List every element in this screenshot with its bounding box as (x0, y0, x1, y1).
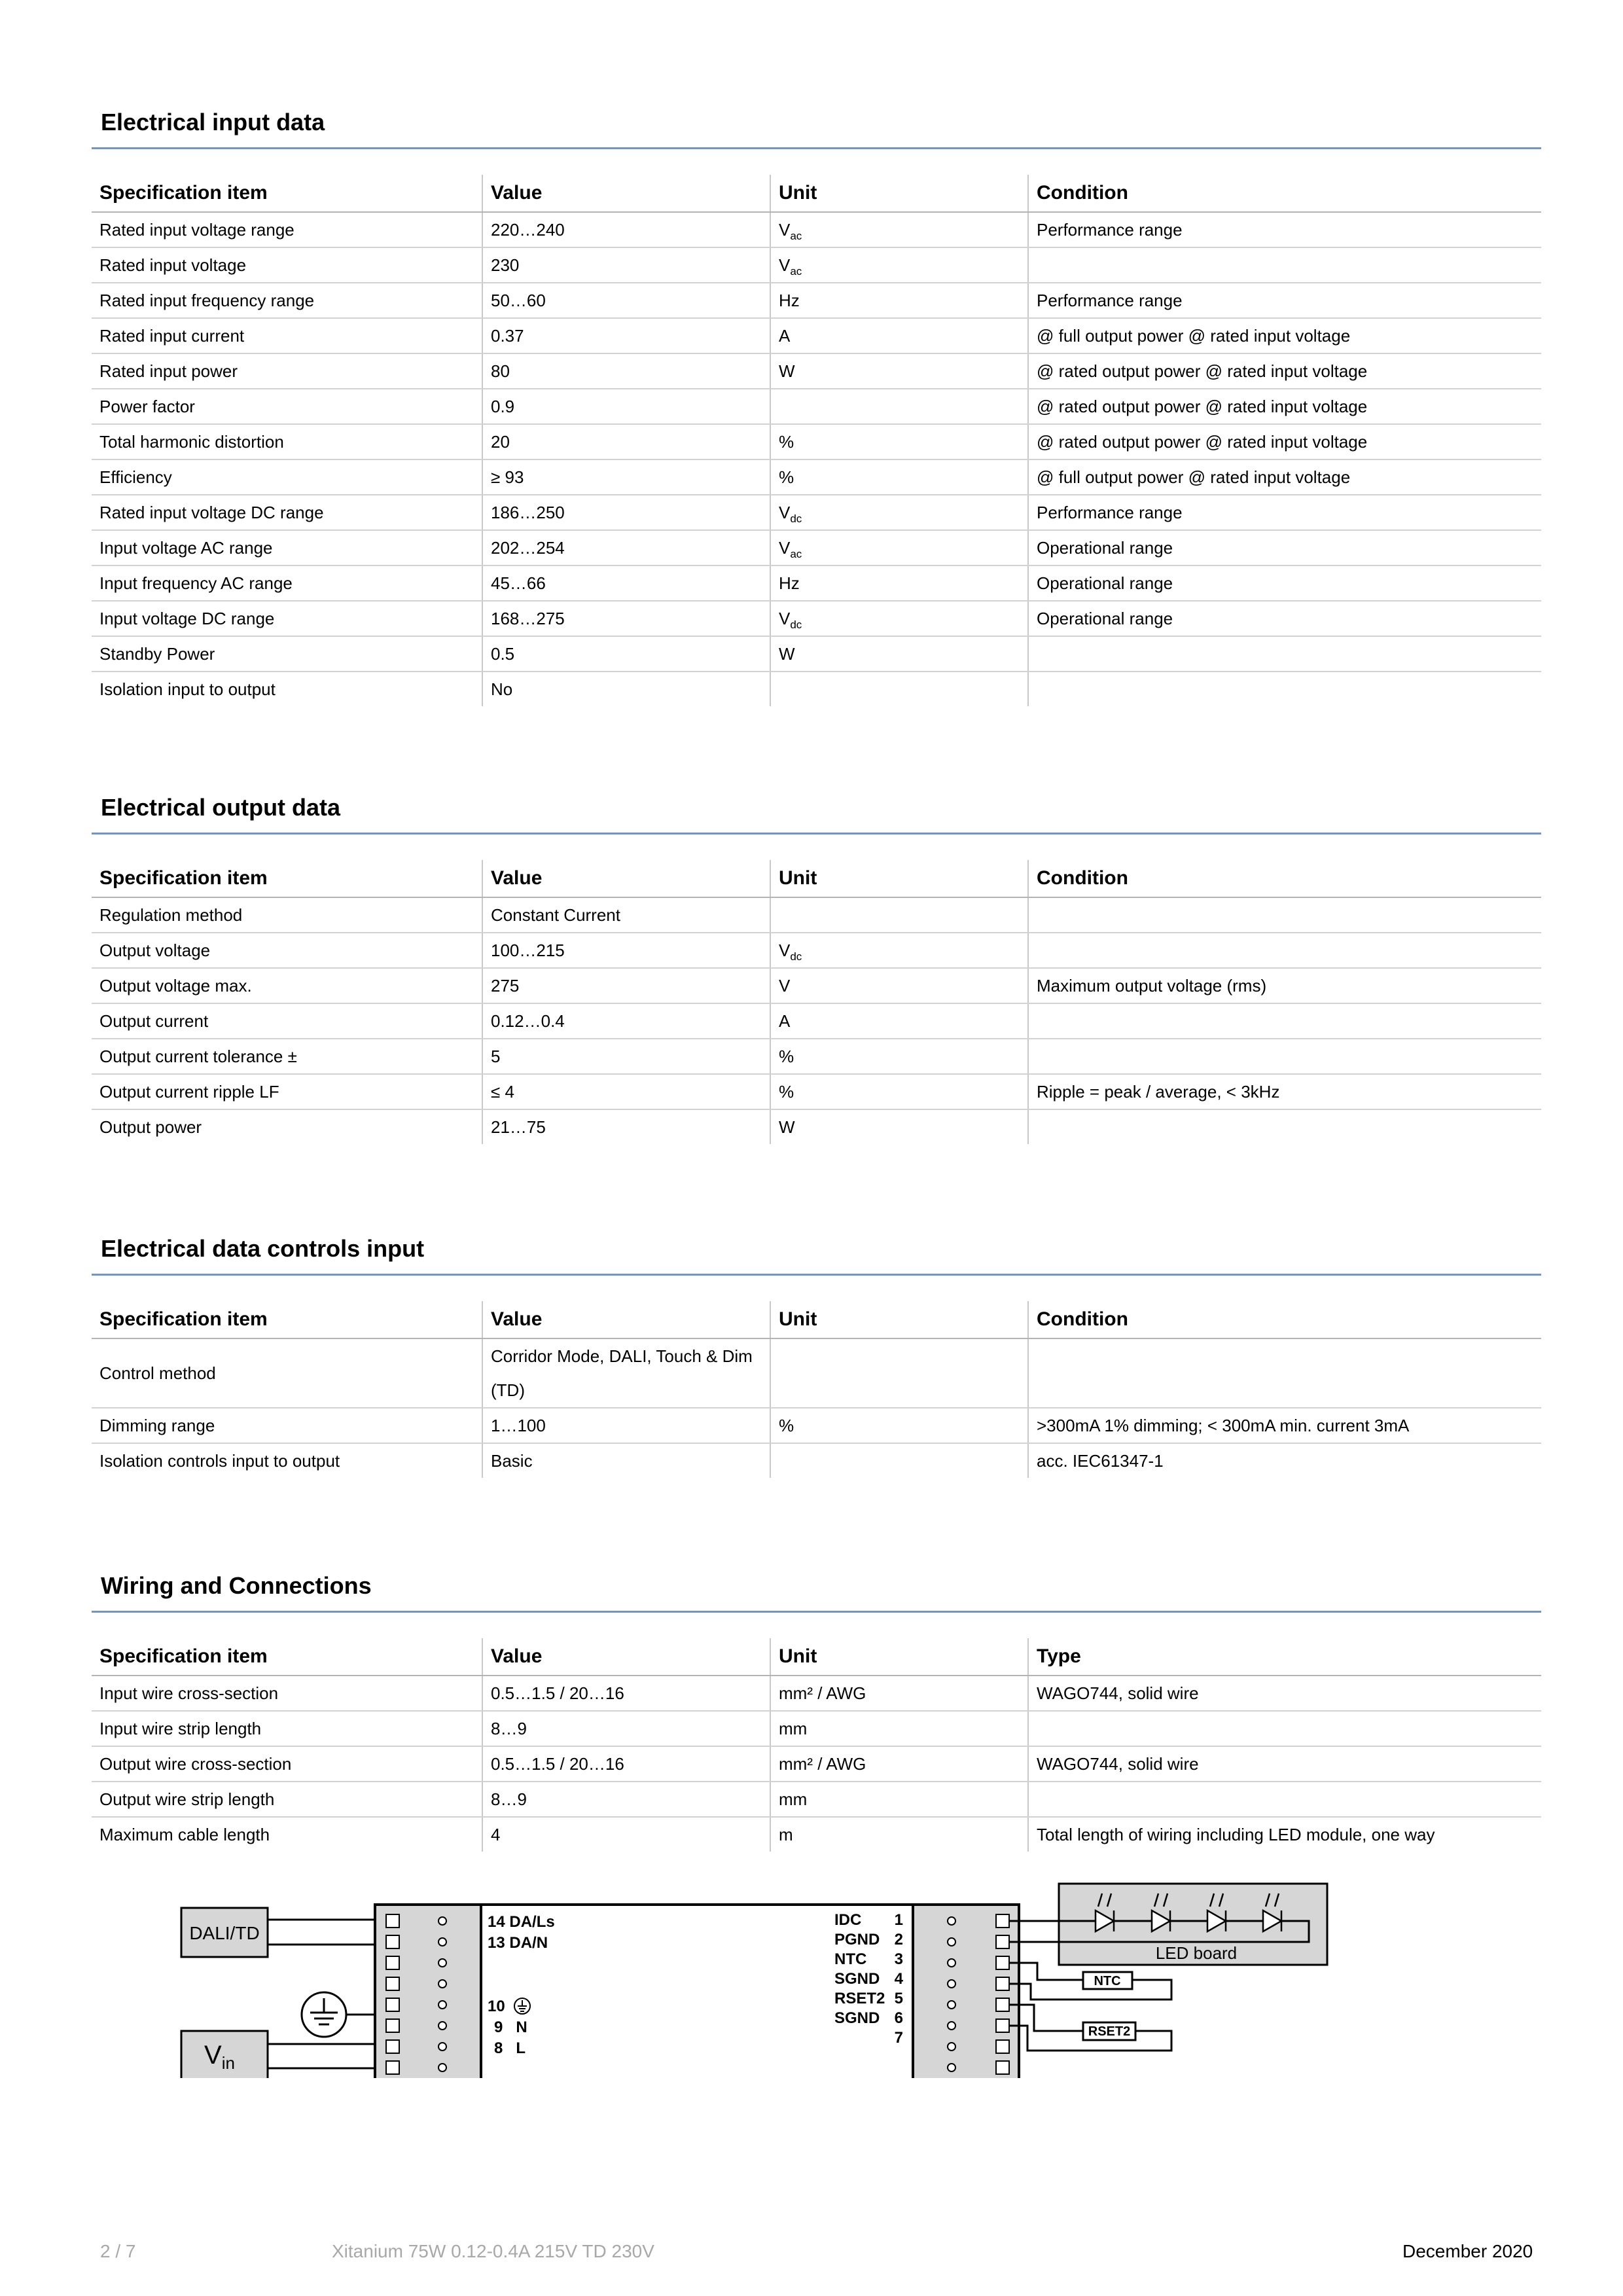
svg-text:SGND: SGND (834, 2009, 880, 2027)
svg-text:13 DA/N: 13 DA/N (488, 1934, 548, 1952)
spec-item-cell: Dimming range (92, 1408, 482, 1443)
condition-cell: Performance range (1028, 212, 1541, 247)
spec-item-cell: Efficiency (92, 459, 482, 495)
unit-cell (770, 1782, 1028, 1817)
unit-text: W (779, 1117, 795, 1137)
document-date: December 2020 (1402, 2241, 1533, 2261)
column-header: Specification item (92, 860, 482, 897)
unit-subscript: ac (790, 230, 802, 242)
unit-text: % (779, 1082, 794, 1102)
unit-cell (770, 933, 1028, 968)
condition-cell (1028, 1782, 1541, 1817)
svg-text:2: 2 (894, 1931, 903, 1948)
spec-item-cell: Rated input voltage (92, 247, 482, 283)
unit-cell (770, 389, 1028, 424)
table-row (92, 933, 1541, 968)
unit-cell (770, 495, 1028, 530)
value-cell: 100…215 (482, 933, 770, 968)
condition-cell: acc. IEC61347-1 (1028, 1443, 1541, 1478)
spec-item-cell: Maximum cable length (99, 1825, 270, 1844)
unit-text: Hz (779, 291, 800, 310)
condition-cell: Operational range (1028, 530, 1541, 565)
condition-cell: WAGO744, solid wire (1028, 1676, 1541, 1711)
column-header: Value (482, 175, 770, 212)
spec-item-cell: Rated input voltage DC range (92, 495, 482, 530)
unit-cell (770, 1676, 1028, 1711)
table-row (92, 897, 1541, 933)
svg-text:8 L: 8 L (494, 2039, 526, 2057)
svg-text:IDC: IDC (834, 1911, 862, 1929)
unit-cell (770, 897, 1028, 933)
value-cell: 275 (482, 968, 770, 1003)
condition-cell (1028, 672, 1541, 706)
column-header: Condition (1028, 860, 1541, 897)
value-cell: 8…9 (482, 1782, 770, 1817)
condition-cell: Operational range (1028, 601, 1541, 636)
unit-cell (770, 530, 1028, 565)
column-header: Unit (770, 860, 1028, 897)
spec-item-cell: Input wire strip length (92, 1711, 482, 1746)
condition-cell: @ rated output power @ rated input voltage (1028, 424, 1541, 459)
unit-text: mm² / AWG (779, 1683, 866, 1703)
unit-text: V (779, 538, 791, 558)
unit-cell (770, 1443, 1028, 1478)
svg-text:7: 7 (894, 2029, 903, 2047)
svg-text:SGND: SGND (834, 1970, 880, 1988)
table-row (92, 247, 1541, 283)
value-cell: Constant Current (482, 897, 770, 933)
spec-table (92, 175, 1541, 706)
unit-text: A (779, 1011, 791, 1031)
unit-cell (770, 283, 1028, 318)
column-header: Unit (770, 1638, 1028, 1676)
column-header: Value (482, 1301, 770, 1338)
spec-item-cell: Output wire cross-section (92, 1746, 482, 1782)
value-cell: ≤ 4 (482, 1074, 770, 1109)
unit-text: mm (779, 1789, 808, 1809)
condition-cell: Performance range (1028, 283, 1541, 318)
unit-text: % (779, 467, 794, 487)
spec-item-cell: Rated input frequency range (92, 283, 482, 318)
table-row (92, 389, 1541, 424)
svg-text:1: 1 (894, 1911, 903, 1929)
condition-cell: Performance range (1028, 495, 1541, 530)
condition-cell (1028, 897, 1541, 933)
condition-cell: Maximum output voltage (rms) (1028, 968, 1541, 1003)
unit-text: W (779, 361, 795, 381)
table-row (92, 636, 1541, 672)
unit-text: V (779, 220, 791, 240)
value-cell: 186…250 (482, 495, 770, 530)
unit-subscript: dc (790, 619, 802, 631)
table-row (92, 283, 1541, 318)
spec-item-cell: Total harmonic distortion (92, 424, 482, 459)
condition-cell: Operational range (1028, 565, 1541, 601)
svg-text:NTC: NTC (834, 1950, 867, 1968)
value-cell: 220…240 (482, 212, 770, 247)
svg-text:6: 6 (894, 2009, 903, 2027)
unit-text: % (779, 1047, 794, 1066)
page-number: 2 / 7 (100, 2241, 136, 2261)
table-row (92, 1746, 1541, 1782)
value-cell: 0.12…0.4 (482, 1003, 770, 1039)
spec-item-cell: Input wire cross-section (92, 1676, 482, 1711)
column-header: Specification item (92, 175, 482, 212)
svg-text:4: 4 (894, 1970, 903, 1988)
condition-cell: @ full output power @ rated input voltage (1028, 459, 1541, 495)
product-name: Xitanium 75W 0.12-0.4A 215V TD 230V (332, 2241, 654, 2261)
column-header: Condition (1028, 1301, 1541, 1338)
column-header: Specification item (92, 1638, 482, 1676)
table-row (92, 353, 1541, 389)
spec-item-cell: Rated input current (92, 318, 482, 353)
table-row (92, 1109, 1541, 1144)
table-row (92, 424, 1541, 459)
unit-cell (770, 424, 1028, 459)
unit-subscript: ac (790, 548, 802, 560)
table-row (92, 1817, 1541, 1852)
value-cell: 0.5…1.5 / 20…16 (482, 1676, 770, 1711)
spec-item-cell: Isolation controls input to output (99, 1451, 340, 1471)
condition-cell: WAGO744, solid wire (1028, 1746, 1541, 1782)
earth-icon (302, 1992, 346, 2037)
spec-item-cell: Rated input voltage range (92, 212, 482, 247)
unit-cell (770, 1074, 1028, 1109)
unit-text: V (779, 941, 791, 960)
table-row (92, 212, 1541, 247)
value-cell: 45…66 (482, 565, 770, 601)
unit-text: V (779, 255, 791, 275)
spec-item-cell: Isolation input to output (99, 679, 276, 699)
section-divider (92, 147, 1541, 149)
table-header-row (92, 1301, 1541, 1338)
table-row (92, 459, 1541, 495)
spec-item-cell: Input voltage AC range (92, 530, 482, 565)
table-row (92, 1039, 1541, 1074)
column-header: Unit (770, 1301, 1028, 1338)
section-title: Wiring and Connections (101, 1572, 372, 1599)
svg-text:3: 3 (894, 1950, 903, 1968)
spec-item-cell: Power factor (92, 389, 482, 424)
unit-cell (770, 1003, 1028, 1039)
value-cell: Corridor Mode, DALI, Touch & Dim (TD) (482, 1338, 770, 1408)
vin-label: $V_{in}$ (204, 2041, 235, 2073)
table-row (92, 565, 1541, 601)
section-divider (92, 833, 1541, 834)
value-cell: 8…9 (482, 1711, 770, 1746)
condition-cell (1028, 1039, 1541, 1074)
unit-cell (770, 968, 1028, 1003)
condition-cell: Ripple = peak / average, < 3kHz (1028, 1074, 1541, 1109)
value-cell: 0.37 (482, 318, 770, 353)
condition-cell (1028, 933, 1541, 968)
condition-cell (1028, 247, 1541, 283)
unit-cell (770, 636, 1028, 672)
unit-text: V (779, 609, 791, 628)
svg-text:RSET2: RSET2 (834, 1990, 885, 2007)
unit-cell (770, 565, 1028, 601)
section-title: Electrical data controls input (101, 1235, 425, 1262)
table-row (92, 968, 1541, 1003)
spec-item-cell: Output wire strip length (92, 1782, 482, 1817)
svg-text:14 DA/Ls: 14 DA/Ls (488, 1913, 555, 1931)
spec-item-cell: Control method (92, 1338, 482, 1408)
value-cell: No (482, 672, 770, 706)
unit-text: W (779, 644, 795, 664)
column-header: Type (1028, 1638, 1541, 1676)
value-cell: ≥ 93 (482, 459, 770, 495)
section-divider (92, 1274, 1541, 1276)
unit-cell (770, 212, 1028, 247)
section-title: Electrical output data (101, 794, 341, 821)
condition-cell: @ full output power @ rated input voltage (1028, 318, 1541, 353)
unit-cell (770, 1817, 1028, 1852)
unit-subscript: dc (790, 950, 802, 963)
unit-text: % (779, 432, 794, 452)
value-cell: 50…60 (482, 283, 770, 318)
unit-subscript: ac (790, 265, 802, 278)
unit-cell (770, 353, 1028, 389)
unit-subscript: dc (790, 512, 802, 525)
condition-cell: >300mA 1% dimming; < 300mA min. current 3mA (1028, 1408, 1541, 1443)
condition-cell (1028, 1109, 1541, 1144)
condition-cell: Total length of wiring including LED module, one way (1028, 1817, 1541, 1852)
column-header: Specification item (92, 1301, 482, 1338)
svg-text:9 N: 9 N (494, 2018, 527, 2036)
dali-td-label: DALI/TD (189, 1923, 260, 1943)
value-cell: 5 (482, 1039, 770, 1074)
value-cell: 0.5 (482, 636, 770, 672)
spec-table (92, 860, 1541, 1144)
table-header-row (92, 860, 1541, 897)
value-cell: 20 (482, 424, 770, 459)
condition-cell (1028, 636, 1541, 672)
unit-cell (770, 1109, 1028, 1144)
spec-item-cell: Output current ripple LF (92, 1074, 482, 1109)
table-row (92, 1676, 1541, 1711)
unit-text: V (779, 976, 791, 996)
unit-text: A (779, 326, 791, 346)
condition-cell (1028, 1338, 1541, 1408)
svg-text:PGND: PGND (834, 1931, 880, 1948)
value-cell: 202…254 (482, 530, 770, 565)
spec-item-cell: Standby Power (92, 636, 482, 672)
value-cell: 0.9 (482, 389, 770, 424)
value-cell: 0.5…1.5 / 20…16 (482, 1746, 770, 1782)
section-title: Electrical input data (101, 109, 325, 135)
unit-cell (770, 459, 1028, 495)
spec-item-cell: Output voltage max. (92, 968, 482, 1003)
unit-cell (770, 1711, 1028, 1746)
svg-text:10: 10 (488, 1998, 505, 2015)
unit-cell (770, 1338, 1028, 1408)
section-divider (92, 1611, 1541, 1613)
ntc-label: NTC (1094, 1974, 1121, 1988)
value-cell: Basic (482, 1443, 770, 1478)
spec-item-cell: Output current (92, 1003, 482, 1039)
unit-text: % (779, 1416, 794, 1435)
svg-text:5: 5 (894, 1990, 903, 2007)
condition-cell: @ rated output power @ rated input voltage (1028, 389, 1541, 424)
column-header: Value (482, 860, 770, 897)
value-cell: 21…75 (482, 1109, 770, 1144)
value-cell: 80 (482, 353, 770, 389)
table-row (92, 1003, 1541, 1039)
table-row (92, 1711, 1541, 1746)
spec-item-cell: Input voltage DC range (92, 601, 482, 636)
table-row (92, 601, 1541, 636)
unit-cell (770, 1039, 1028, 1074)
table-row (92, 672, 1541, 706)
table-row (92, 530, 1541, 565)
spec-table (92, 1638, 1541, 1852)
unit-cell (770, 672, 1028, 706)
condition-cell (1028, 1711, 1541, 1746)
wiring-diagram (170, 1882, 1335, 2078)
table-header-row (92, 175, 1541, 212)
value-cell: 168…275 (482, 601, 770, 636)
table-row (92, 1338, 1541, 1408)
spec-item-cell: Output current tolerance ± (92, 1039, 482, 1074)
unit-text: Hz (779, 573, 800, 593)
value-cell: 4 (482, 1817, 770, 1852)
value-cell: 1…100 (482, 1408, 770, 1443)
unit-cell (770, 601, 1028, 636)
condition-cell: @ rated output power @ rated input voltage (1028, 353, 1541, 389)
unit-text: mm (779, 1719, 808, 1738)
spec-item-cell: Output power (99, 1117, 202, 1137)
column-header: Condition (1028, 175, 1541, 212)
table-row (92, 318, 1541, 353)
value-cell: 230 (482, 247, 770, 283)
condition-cell (1028, 1003, 1541, 1039)
unit-text: m (779, 1825, 793, 1844)
rset2-label: RSET2 (1088, 2024, 1131, 2039)
table-row (92, 495, 1541, 530)
unit-cell (770, 1746, 1028, 1782)
unit-text: mm² / AWG (779, 1754, 866, 1774)
spec-table (92, 1301, 1541, 1478)
unit-cell (770, 318, 1028, 353)
spec-item-cell: Regulation method (92, 897, 482, 933)
unit-text: V (779, 503, 791, 522)
spec-item-cell: Output voltage (92, 933, 482, 968)
table-row (92, 1443, 1541, 1478)
table-row (92, 1782, 1541, 1817)
unit-cell (770, 247, 1028, 283)
column-header: Unit (770, 175, 1028, 212)
spec-item-cell: Input frequency AC range (92, 565, 482, 601)
table-row (92, 1074, 1541, 1109)
input-wires (268, 1920, 386, 2068)
unit-cell (770, 1408, 1028, 1443)
table-header-row (92, 1638, 1541, 1676)
table-row (92, 1408, 1541, 1443)
led-board-label: LED board (1155, 1943, 1238, 1963)
spec-item-cell: Rated input power (92, 353, 482, 389)
column-header: Value (482, 1638, 770, 1676)
